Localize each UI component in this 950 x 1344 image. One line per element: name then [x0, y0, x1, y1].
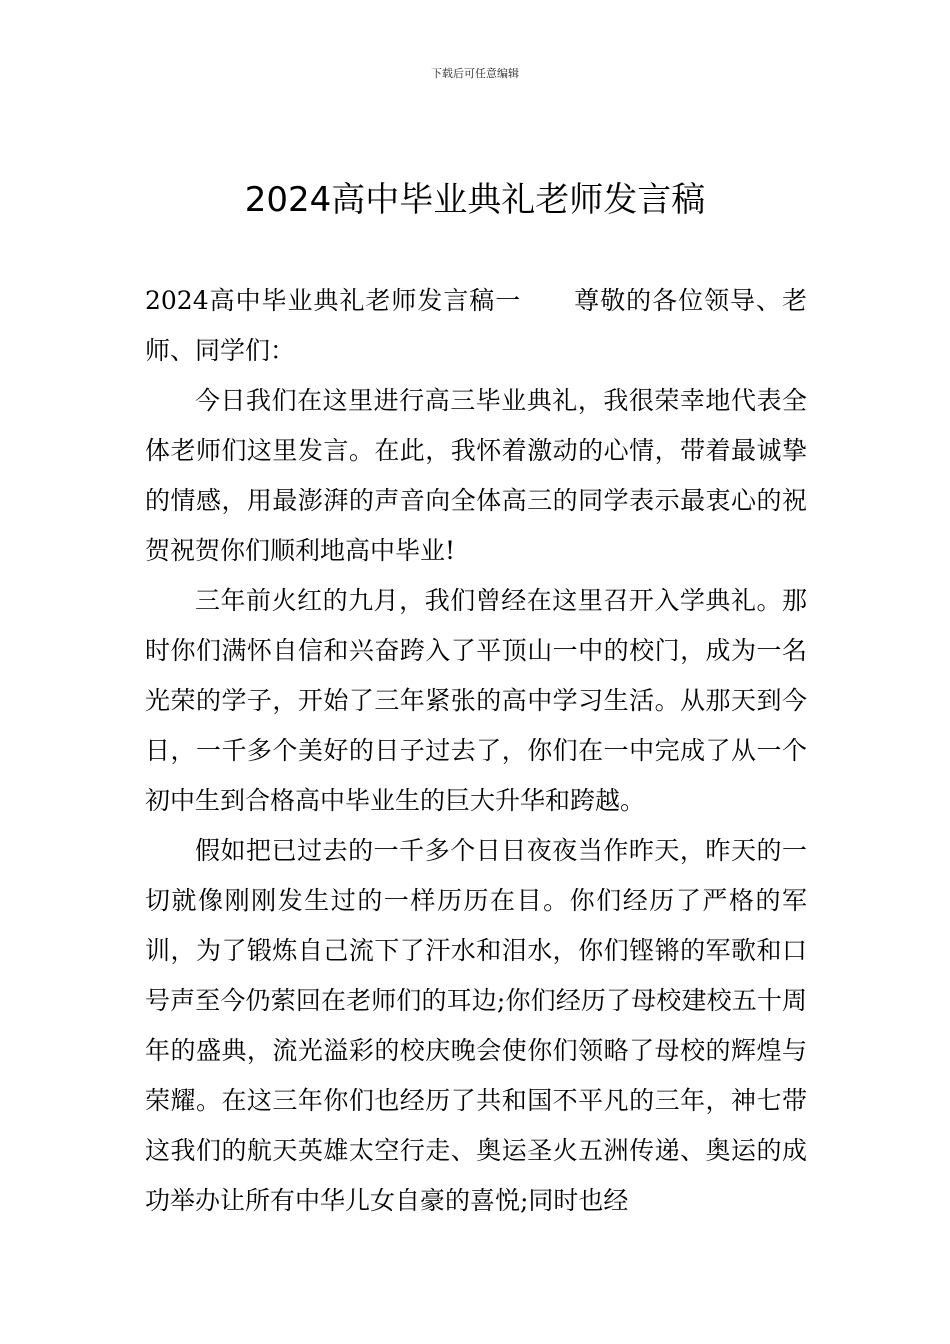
paragraph-1: 今日我们在这里进行高三毕业典礼，我很荣幸地代表全体老师们这里发言。在此，我怀着激动的心情，带着最诚挚的情感，用最澎湃的声音向全体高三的同学表示最衷心的祝贺祝贺你们顺利地高中毕业! — [145, 386, 807, 565]
header-note: 下载后可任意编辑 — [431, 67, 519, 80]
document-body — [145, 276, 807, 1226]
opening-lead: 2024高中毕业典礼老师发言稿一 — [145, 286, 522, 315]
opening-line — [145, 276, 807, 376]
paragraph-2: 三年前火红的九月，我们曾经在这里召开入学典礼。那时你们满怀自信和兴奋跨入了平顶山一中的校门，成为一名光荣的学子，开始了三年紧张的高中学习生活。从那天到今日，一千多个美好的日子过去了，你们在一中完成了从一个初中生到合格高中毕业生的巨大升华和跨越。 — [145, 586, 807, 815]
document-title: 2024高中毕业典礼老师发言稿 — [244, 180, 706, 220]
paragraph-3: 假如把已过去的一千多个日日夜夜当作昨天，昨天的一切就像刚刚发生过的一样历历在目。你们经历了严格的军训，为了锻炼自己流下了汗水和泪水，你们铿锵的军歌和口号声至今仍萦回在老师们的耳边;你们经历了母校建校五十周年的盛典，流光溢彩的校庆晚会使你们领略了母校的辉煌与荣耀。在这三年你们也经历了共和国不平凡的三年，神七带这我们的航天英雄太空行走、奥运圣火五洲传递、奥运的成功举办让所有中华儿女自豪的喜悦;同时也经 — [145, 836, 807, 1215]
salutation: 尊敬的各位领导、老师、同学们： — [145, 286, 807, 365]
